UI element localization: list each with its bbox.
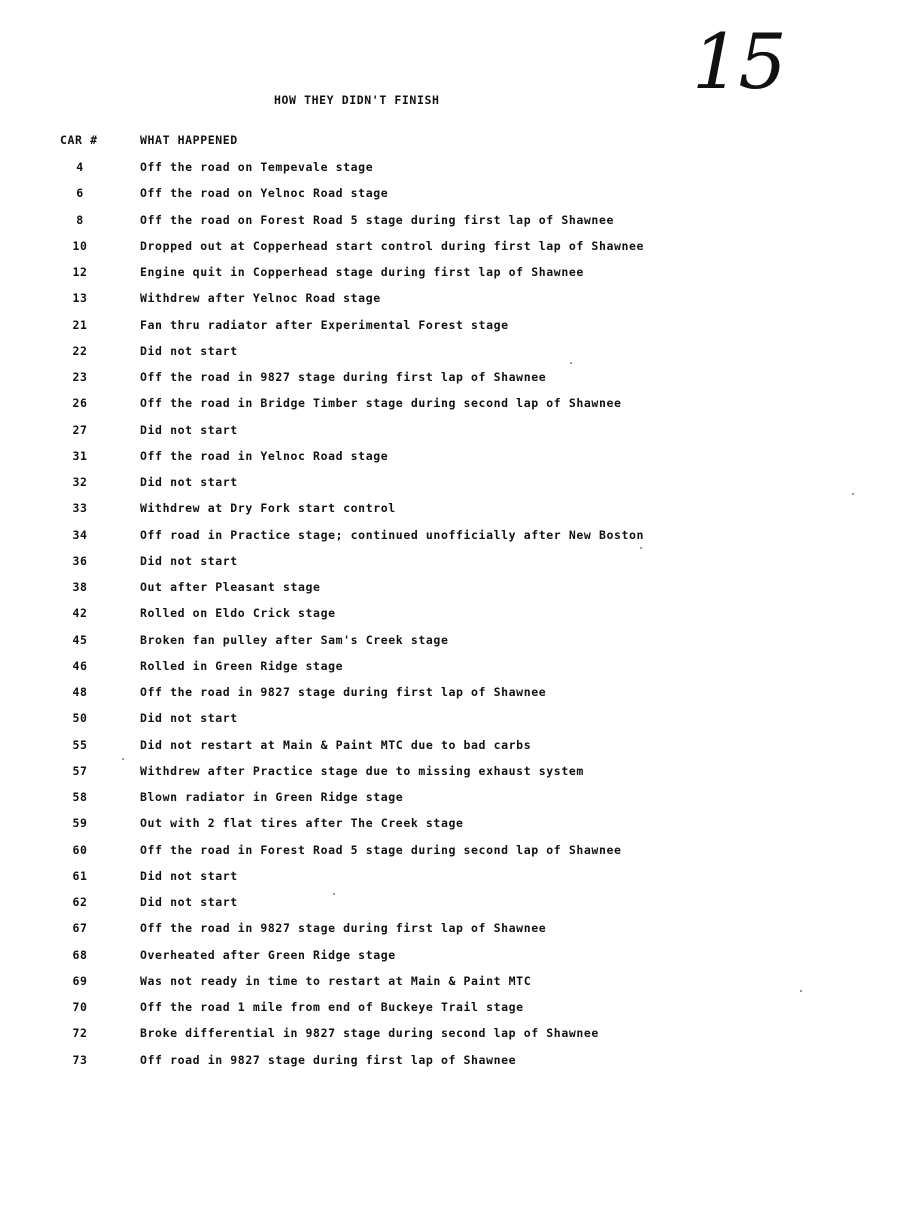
what-happened: Blown radiator in Green Ridge stage [140,790,404,804]
car-number: 36 [72,553,88,568]
car-number: 12 [72,265,88,279]
car-number: 69 [72,973,88,988]
table-row [0,736,900,762]
table-row [0,683,900,709]
car-number: 26 [72,396,88,411]
what-happened: Did not start [140,868,238,883]
what-happened: Did not start [140,343,238,358]
what-happened: Out with 2 flat tires after The Creek stage [140,816,464,831]
table-row [0,552,900,578]
table-row [0,893,900,919]
table-row [0,473,900,499]
car-number: 23 [72,370,88,384]
what-happened: Out after Pleasant stage [140,580,321,594]
what-happened: Off road in Practice stage; continued unofficially after New Boston [140,527,645,542]
car-number: 13 [72,291,88,306]
column-header-car: CAR # [60,133,98,147]
car-number: 33 [72,501,88,516]
page-title: HOW THEY DIDN'T FINISH [274,93,440,107]
car-number: 61 [72,868,88,883]
table-row [0,919,900,945]
table-row [0,972,900,998]
what-happened: Dropped out at Copperhead start control during first lap of Shawnee [140,238,645,253]
what-happened: Withdrew at Dry Fork start control [140,501,396,516]
table-row [0,578,900,604]
what-happened: Rolled in Green Ridge stage [140,658,344,673]
scan-speck [333,893,335,895]
what-happened: Off the road on Forest Road 5 stage during first lap of Shawnee [140,212,614,227]
what-happened: Withdrew after Yelnoc Road stage [140,291,381,306]
what-happened: Off the road in 9827 stage during first lap of Shawnee [140,685,547,699]
car-number: 10 [72,238,88,253]
table-row [0,998,900,1024]
what-happened: Off the road in 9827 stage during first lap of Shawnee [140,370,547,384]
what-happened: Did not start [140,422,238,437]
car-number: 60 [72,842,88,857]
table-body [0,158,900,1077]
car-number: 62 [72,895,88,909]
dnf-table [0,131,900,1077]
car-number: 57 [72,763,88,778]
what-happened: Did not restart at Main & Paint MTC due to bad carbs [140,737,532,752]
table-row [0,946,900,972]
what-happened: Fan thru radiator after Experimental Forest stage [140,317,509,332]
car-number: 45 [72,632,88,647]
table-row [0,158,900,184]
what-happened: Withdrew after Practice stage due to missing exhaust system [140,763,584,778]
scan-speck [640,547,642,549]
what-happened: Off the road in Forest Road 5 stage during second lap of Shawnee [140,842,622,857]
table-row [0,316,900,342]
what-happened: Off the road in Bridge Timber stage during second lap of Shawnee [140,396,622,411]
car-number: 72 [72,1026,88,1041]
table-row [0,342,900,368]
table-row [0,762,900,788]
scan-speck [570,362,572,364]
table-row [0,604,900,630]
car-number: 68 [72,947,88,962]
table-row [0,867,900,893]
table-row [0,788,900,814]
table-row [0,841,900,867]
what-happened: Off road in 9827 stage during first lap of Shawnee [140,1052,517,1067]
table-row [0,657,900,683]
what-happened: Off the road on Tempevale stage [140,160,374,174]
table-row [0,289,900,315]
table-row [0,631,900,657]
car-number: 73 [72,1052,88,1067]
what-happened: Engine quit in Copperhead stage during first lap of Shawnee [140,265,584,279]
what-happened: Did not start [140,475,238,489]
table-header-row [0,131,900,158]
what-happened: Broken fan pulley after Sam's Creek stage [140,632,449,647]
car-number: 6 [76,186,84,201]
table-row [0,263,900,289]
what-happened: Rolled on Eldo Crick stage [140,606,336,621]
car-number: 42 [72,606,88,621]
car-number: 4 [76,160,84,174]
table-row [0,499,900,525]
what-happened: Off the road 1 mile from end of Buckeye Trail stage [140,1000,524,1014]
table-row [0,1051,900,1077]
table-row [0,526,900,552]
table-row [0,814,900,840]
page-number: 15 [692,17,785,106]
what-happened: Broke differential in 9827 stage during second lap of Shawnee [140,1026,599,1041]
car-number: 67 [72,921,88,936]
what-happened: Was not ready in time to restart at Main & Paint MTC [140,973,532,988]
car-number: 27 [72,422,88,437]
column-header-what-happened: WHAT HAPPENED [140,133,238,147]
table-row [0,1024,900,1050]
table-row [0,421,900,447]
car-number: 59 [72,816,88,831]
what-happened: Off the road in Yelnoc Road stage [140,448,389,463]
car-number: 38 [72,580,88,594]
what-happened: Overheated after Green Ridge stage [140,947,396,962]
car-number: 21 [72,317,88,332]
scan-speck [800,990,802,992]
car-number: 55 [72,737,88,752]
what-happened: Did not start [140,711,238,726]
car-number: 48 [72,685,88,699]
table-row [0,237,900,263]
scan-speck [852,493,854,495]
car-number: 50 [72,711,88,726]
table-row [0,394,900,420]
table-row [0,368,900,394]
what-happened: Did not start [140,895,238,909]
car-number: 34 [72,527,88,542]
car-number: 58 [72,790,88,804]
car-number: 22 [72,343,88,358]
car-number: 46 [72,658,88,673]
car-number: 70 [72,1000,88,1014]
what-happened: Off the road in 9827 stage during first lap of Shawnee [140,921,547,936]
what-happened: Did not start [140,553,238,568]
car-number: 8 [76,212,84,227]
table-row [0,211,900,237]
table-row [0,184,900,210]
car-number: 31 [72,448,88,463]
table-row [0,709,900,735]
scan-speck [122,758,124,760]
what-happened: Off the road on Yelnoc Road stage [140,186,389,201]
car-number: 32 [72,475,88,489]
table-row [0,447,900,473]
